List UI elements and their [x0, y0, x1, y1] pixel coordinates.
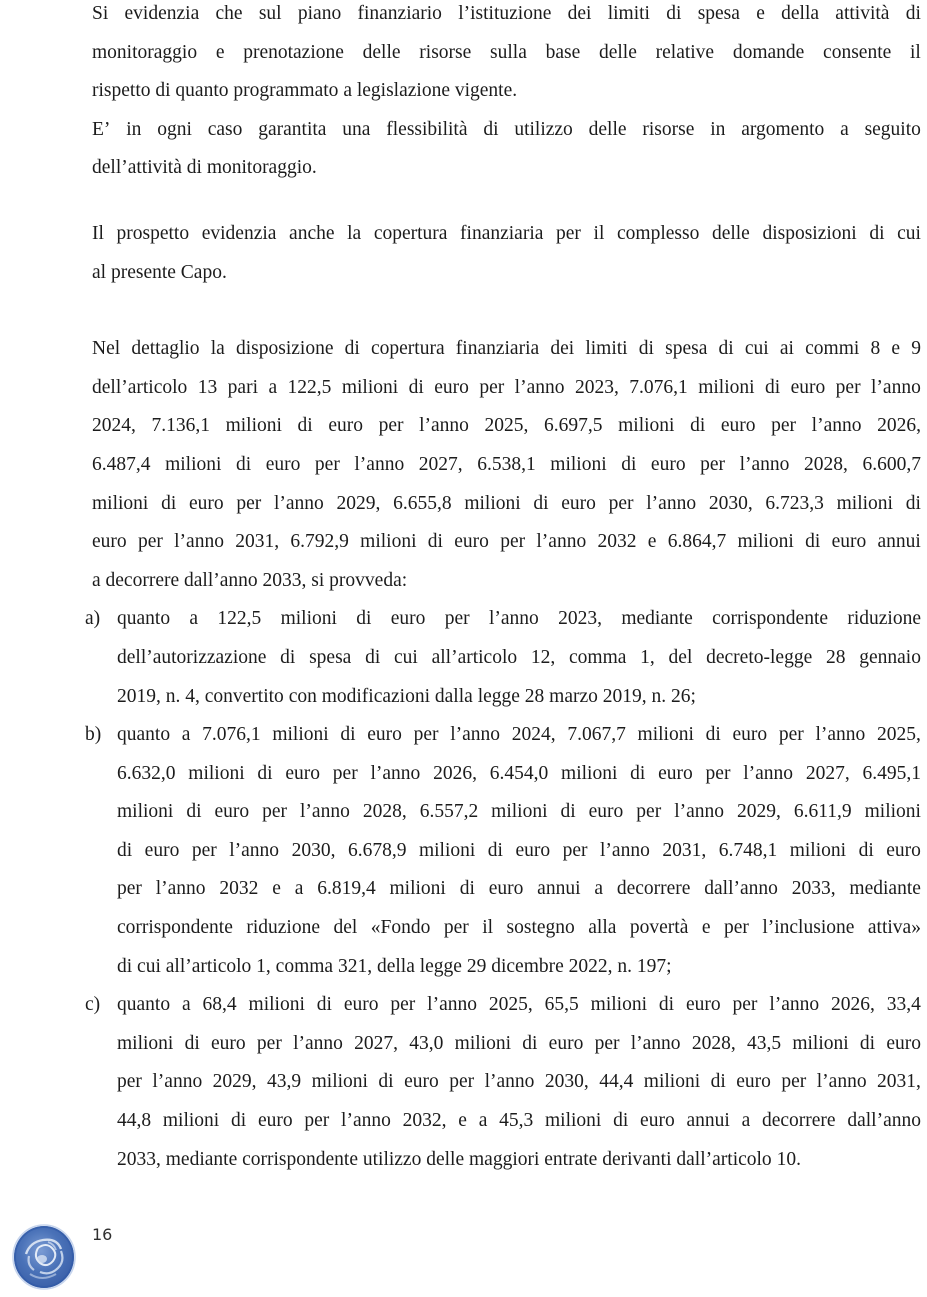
- paragraph: [92, 0, 921, 111]
- text-line: di euro per l’anno 2030, 6.678,9 milioni di euro per l’anno 2031, 6.748,1 milioni di euro: [117, 839, 921, 861]
- text-line: 6.487,4 milioni di euro per l’anno 2027, 6.538,1 milioni di euro per l’anno 2028, 6.600,7: [92, 453, 921, 475]
- list-item-c: [85, 986, 921, 1179]
- text-line: 2024, 7.136,1 milioni di euro per l’anno 2025, 6.697,5 milioni di euro per l’anno 2026,: [92, 415, 921, 437]
- text-line: a decorrere dall’anno 2033, si provveda:: [92, 569, 408, 591]
- text-line: 2033, mediante corrispondente utilizzo delle maggiori entrate derivanti dall’articolo 10.: [117, 1148, 801, 1170]
- page-number: 16: [92, 1225, 113, 1244]
- text-line: rispetto di quanto programmato a legislazione vigente.: [92, 80, 518, 102]
- list-marker: b): [85, 724, 102, 746]
- text-line: per l’anno 2032 e a 6.819,4 milioni di euro annui a decorrere dall’anno 2033, mediante: [117, 878, 921, 900]
- text-line: 44,8 milioni di euro per l’anno 2032, e a 45,3 milioni di euro annui a decorrere dall’anno: [117, 1110, 921, 1132]
- paragraph: [92, 111, 921, 188]
- text-line: al presente Capo.: [92, 261, 227, 283]
- list-item-a: [85, 600, 921, 716]
- text-line: dell’articolo 13 pari a 122,5 milioni di euro per l’anno 2023, 7.076,1 milioni di euro per l’anno: [92, 376, 921, 398]
- text-line: di cui all’articolo 1, comma 321, della legge 29 dicembre 2022, n. 197;: [117, 955, 672, 977]
- text-line: 6.632,0 milioni di euro per l’anno 2026, 6.454,0 milioni di euro per l’anno 2027, 6.495,1: [117, 762, 921, 784]
- text-line: Si evidenzia che sul piano finanziario l’istituzione dei limiti di spesa e della attività di: [92, 3, 921, 24]
- text-line: monitoraggio e prenotazione delle risorse sulla base delle relative domande consente il: [92, 41, 921, 63]
- list-marker: c): [85, 994, 101, 1016]
- list-item-b: [85, 716, 921, 986]
- text-line: milioni di euro per l’anno 2027, 43,0 milioni di euro per l’anno 2028, 43,5 milioni di euro: [117, 1032, 921, 1054]
- text-line: per l’anno 2029, 43,9 milioni di euro per l’anno 2030, 44,4 milioni di euro per l’anno 2031,: [117, 1071, 921, 1093]
- text-line: milioni di euro per l’anno 2029, 6.655,8 milioni di euro per l’anno 2030, 6.723,3 milioni di: [92, 492, 921, 514]
- paragraph: [92, 330, 921, 600]
- text-line: quanto a 7.076,1 milioni di euro per l’anno 2024, 7.067,7 milioni di euro per l’anno 2025,: [117, 724, 921, 746]
- paragraph: [92, 215, 921, 292]
- document-body: [85, 0, 921, 1179]
- text-line: Il prospetto evidenzia anche la copertura finanziaria per il complesso delle disposizioni di cui: [92, 222, 921, 244]
- text-line: milioni di euro per l’anno 2028, 6.557,2 milioni di euro per l’anno 2029, 6.611,9 milioni: [117, 801, 921, 823]
- list-marker: a): [85, 608, 101, 630]
- text-line: E’ in ogni caso garantita una flessibilità di utilizzo delle risorse in argomento a seguito: [92, 118, 921, 140]
- text-line: 2019, n. 4, convertito con modificazioni dalla legge 28 marzo 2019, n. 26;: [117, 685, 696, 707]
- official-seal-stamp-icon: [12, 1224, 76, 1290]
- text-line: quanto a 122,5 milioni di euro per l’anno 2023, mediante corrispondente riduzione: [117, 608, 921, 630]
- text-line: quanto a 68,4 milioni di euro per l’anno 2025, 65,5 milioni di euro per l’anno 2026, 33,4: [117, 994, 921, 1016]
- text-line: dell’autorizzazione di spesa di cui all’articolo 12, comma 1, del decreto-legge 28 gennaio: [117, 646, 921, 668]
- text-line: euro per l’anno 2031, 6.792,9 milioni di euro per l’anno 2032 e 6.864,7 milioni di euro annui: [92, 531, 921, 553]
- text-line: dell’attività di monitoraggio.: [92, 157, 317, 179]
- text-line: Nel dettaglio la disposizione di copertura finanziaria dei limiti di spesa di cui ai commi 8 e 9: [92, 338, 921, 360]
- text-line: corrispondente riduzione del «Fondo per il sostegno alla povertà e per l’inclusione attiva»: [117, 917, 921, 939]
